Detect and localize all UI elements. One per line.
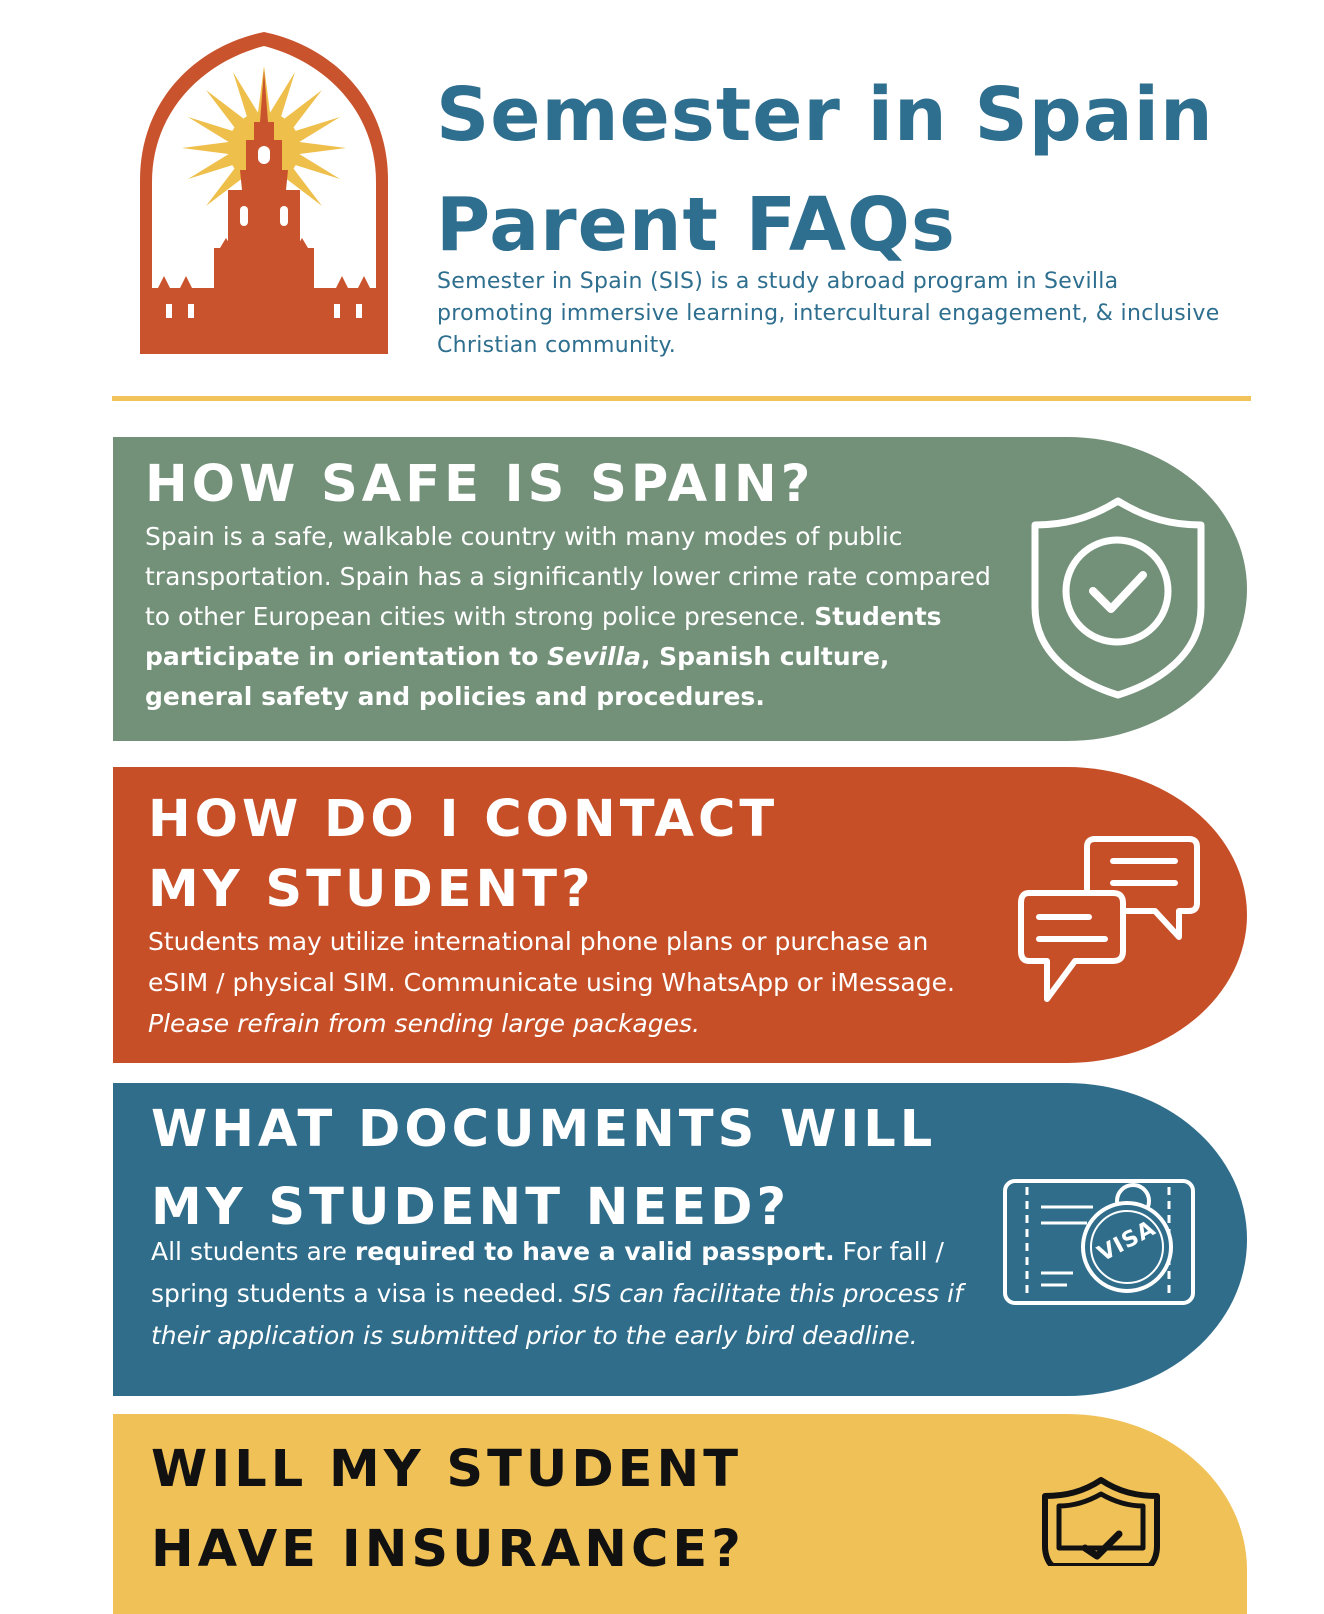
answer-bold-text: required to have a valid passport. bbox=[354, 1237, 835, 1266]
answer-text: Spain is a safe, walkable country with many modes of public transportation. Spain has a significantly lower crime rate compared to other European cities with strong police presence. bbox=[145, 522, 991, 631]
faq-answer bbox=[148, 921, 978, 1044]
page-title-line2: Parent FAQs bbox=[436, 182, 956, 268]
faq-question-line: HOW SAFE IS SPAIN? bbox=[145, 455, 815, 514]
shield-check-icon bbox=[1029, 495, 1207, 701]
faq-question-line: WHAT DOCUMENTS WILL bbox=[151, 1100, 937, 1159]
faq-question bbox=[151, 1430, 745, 1590]
faq-card-documents bbox=[113, 1083, 1247, 1396]
insurance-shield-icon bbox=[1039, 1476, 1163, 1566]
faq-answer bbox=[151, 1231, 1001, 1357]
answer-text: For fall / spring students a visa is needed. bbox=[151, 1237, 944, 1308]
faq-card-safety bbox=[113, 437, 1247, 741]
faq-question-line: WILL MY STUDENT bbox=[151, 1440, 742, 1499]
faq-question-line: MY STUDENT? bbox=[148, 860, 595, 919]
faq-question bbox=[151, 1091, 936, 1247]
faq-answer bbox=[145, 517, 1005, 717]
answer-text: All students are bbox=[151, 1237, 355, 1266]
visa-stamp-text: VISA bbox=[1093, 1215, 1161, 1268]
answer-text: Students may utilize international phone plans or purchase an eSIM / physical SIM. Communicate using WhatsApp or iMessage. bbox=[148, 927, 955, 997]
faq-question-line: HAVE INSURANCE? bbox=[151, 1520, 745, 1579]
header-divider bbox=[112, 396, 1251, 401]
page-title bbox=[436, 60, 1214, 280]
answer-italic-text: SIS can facilitate this process if their application is submitted prior to the early bird deadline. bbox=[151, 1279, 963, 1350]
faq-card-contact bbox=[113, 767, 1247, 1063]
page-title-line1: Semester in Spain bbox=[436, 72, 1214, 158]
sis-logo bbox=[136, 30, 392, 356]
answer-italic-text: Please refrain from sending large packages. bbox=[148, 1009, 700, 1038]
answer-bold-part: , Spanish culture, general safety and policies and procedures. bbox=[145, 642, 890, 711]
chat-bubbles-icon bbox=[1017, 833, 1203, 1007]
faq-question-line: HOW DO I CONTACT bbox=[148, 790, 779, 849]
faq-question bbox=[145, 455, 814, 515]
answer-bold-part: Students participate in orientation to bbox=[145, 602, 942, 671]
answer-italic-part: Sevilla bbox=[547, 642, 641, 671]
faq-question-line: MY STUDENT NEED? bbox=[151, 1178, 791, 1237]
faq-question bbox=[148, 785, 778, 925]
program-description: Semester in Spain (SIS) is a study abroad program in Sevilla promoting immersive learning, intercultural engagement, & inclusive Christian community. bbox=[437, 269, 1220, 358]
faq-card-insurance bbox=[113, 1414, 1247, 1614]
